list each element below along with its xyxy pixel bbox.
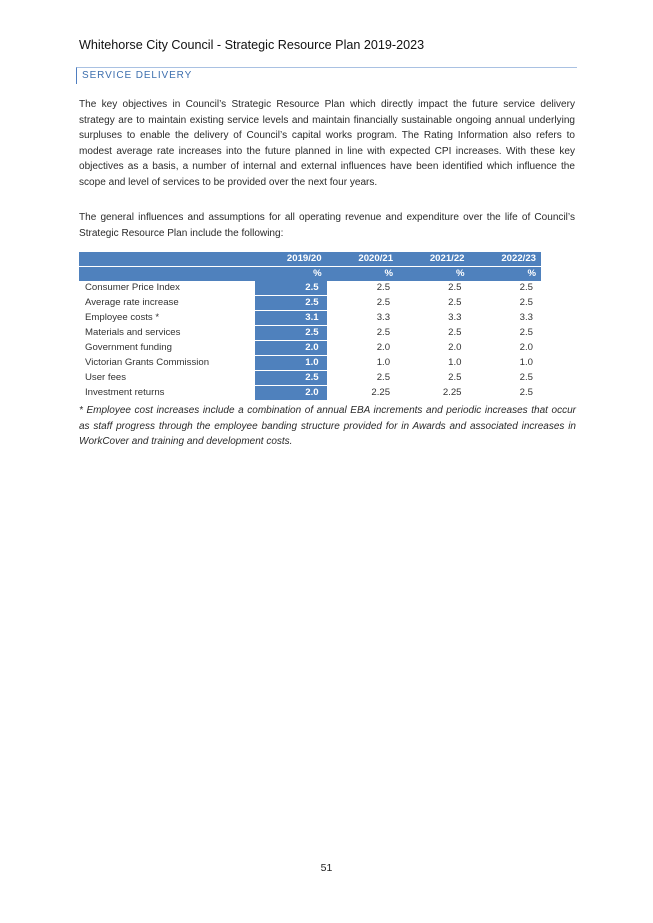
row-value: 2.25 [371,387,391,398]
column-header-year: 2020/21 [327,252,398,267]
row-value: 2.0 [519,342,533,353]
row-value: 2.5 [255,296,326,311]
section-heading: SERVICE DELIVERY [82,70,193,81]
row-value: 1.0 [255,356,326,371]
row-value: 2.0 [376,342,391,353]
row-label: Materials and services [85,327,181,338]
column-header-year: 2022/23 [470,252,542,267]
row-value: 2.5 [519,282,533,294]
row-label: Employee costs * [85,312,160,323]
table-row [79,371,541,386]
row-value: 3.3 [519,312,533,323]
column-unit: % [398,267,469,282]
column-header-year: 2019/20 [255,252,326,267]
row-value: 2.5 [255,371,326,386]
assumptions-intro-paragraph: The general influences and assumptions for all operating revenue and expenditure over the life of Council’s Strategic Resource Plan include the following: [79,212,575,239]
column-unit: % [255,267,326,282]
row-value: 2.5 [519,327,533,338]
row-value: 2.5 [255,281,326,296]
row-value: 2.5 [376,297,391,308]
row-value: 1.0 [376,357,391,368]
row-label: Government funding [85,342,172,353]
row-value: 1.0 [448,357,462,368]
row-value: 2.5 [448,327,462,338]
table-row [79,296,541,311]
row-value: 2.5 [255,326,326,341]
row-value: 2.5 [376,282,391,294]
table-row [79,356,541,371]
row-value: 2.5 [448,282,462,294]
row-value: 3.3 [376,312,391,323]
row-value: 3.3 [448,312,462,323]
employee-cost-footnote: * Employee cost increases include a combination of annual EBA increments and periodic increases that occur as staff progress through the employee banding structure provided for in Awards and associated increases in WorkCover and training and development costs. [79,405,576,448]
row-value: 2.5 [448,372,462,383]
intro-paragraph: The key objectives in Council’s Strategic Resource Plan which directly impact the future service delivery strategy are to maintain existing service levels and maintain financially sustainable ongoing annual underlying surpluses to enable the delivery of Council’s capital works program. The Rating Information also refers to modest average rate increases into the future planned in line with expected CPI increases. With these key objectives as a basis, a number of internal and external influences have been identified which influence the scope and level of services to be provided over the next four years. [79,99,575,188]
row-value: 2.5 [376,372,391,383]
table-row [79,281,541,296]
table-row [79,326,541,341]
table-header-corner [79,252,255,267]
row-value: 2.5 [519,297,533,308]
table-row [79,386,541,401]
row-label: Consumer Price Index [85,282,180,294]
column-header-year: 2021/22 [398,252,469,267]
document-header-title: Whitehorse City Council - Strategic Resource Plan 2019-2023 [79,38,425,52]
row-value: 3.1 [255,311,326,326]
row-label: User fees [85,372,127,383]
row-value: 2.0 [448,342,462,353]
table-row [79,341,541,356]
column-unit: % [327,267,398,282]
table-header-row [79,252,541,267]
table-header-corner [79,267,255,282]
row-value: 2.0 [255,386,326,401]
row-value: 1.0 [519,357,533,368]
row-value: 2.5 [448,297,462,308]
row-label: Investment returns [85,387,165,398]
table-units-row [79,267,541,282]
row-value: 2.0 [255,341,326,356]
table-row [79,311,541,326]
row-value: 2.25 [442,387,462,398]
row-value: 2.5 [519,387,533,398]
row-value: 2.5 [376,327,391,338]
column-unit: % [470,267,542,282]
row-value: 2.5 [519,372,533,383]
row-label: Victorian Grants Commission [85,357,210,368]
page-number: 51 [320,862,333,874]
assumptions-table [79,252,541,401]
row-label: Average rate increase [85,297,179,308]
